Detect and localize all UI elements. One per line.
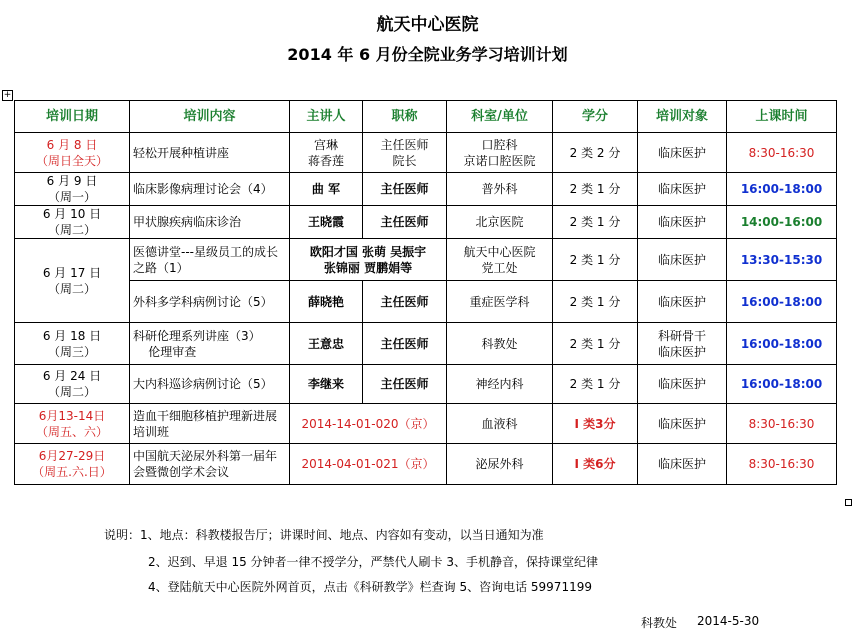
dept-cell: 神经内科 <box>447 365 553 404</box>
target-cell: 临床医护 <box>638 404 727 444</box>
table-header-row <box>15 101 837 133</box>
header-dept: 科室/单位 <box>447 101 553 133</box>
credit-cell: 2 类 1 分 <box>553 206 638 239</box>
table-row <box>15 239 837 281</box>
title-cell: 主任医师 <box>363 173 447 206</box>
content-cell: 临床影像病理讨论会（4） <box>130 173 290 206</box>
target-cell: 临床医护 <box>638 206 727 239</box>
date-cell: 6 月 10 日 （周二） <box>15 206 130 239</box>
date-cell: 6 月 24 日 （周二） <box>15 365 130 404</box>
date-cell: 6月27-29日 （周五.六.日） <box>15 444 130 485</box>
time-cell: 13:30-15:30 <box>727 239 837 281</box>
note-line-1: 说明：1、地点：科教楼报告厅；讲课时间、地点、内容如有变动，以当日通知为准 <box>104 528 544 542</box>
dept-cell: 航天中心医院 党工处 <box>447 239 553 281</box>
credit-cell: 2 类 1 分 <box>553 173 638 206</box>
table-row <box>15 173 837 206</box>
credit-cell: 2 类 1 分 <box>553 281 638 323</box>
table-row <box>15 323 837 365</box>
table-row <box>15 281 837 323</box>
speaker-cell: 王晓霞 <box>290 206 363 239</box>
credit-cell: I 类3分 <box>553 404 638 444</box>
content-cell: 大内科巡诊病例讨论（5） <box>130 365 290 404</box>
target-cell: 临床医护 <box>638 239 727 281</box>
table-move-handle-icon[interactable]: + <box>3 90 12 100</box>
speaker-cell: 薛晓艳 <box>290 281 363 323</box>
dept-cell: 血液科 <box>447 404 553 444</box>
code-cell: 2014-14-01-020（京） <box>290 404 447 444</box>
credit-cell: 2 类 1 分 <box>553 239 638 281</box>
header-time: 上课时间 <box>727 101 837 133</box>
time-cell: 16:00-18:00 <box>727 365 837 404</box>
target-cell: 临床医护 <box>638 444 727 485</box>
title-cell: 主任医师 <box>363 323 447 365</box>
credit-cell: 2 类 2 分 <box>553 133 638 173</box>
content-cell: 中国航天泌尿外科第一届年会暨微创学术会议 <box>130 444 290 485</box>
table-row <box>15 404 837 444</box>
note-line-3: 4、登陆航天中心医院外网首页，点击《科研教学》栏查询 5、咨询电话 59971199 <box>148 580 592 594</box>
header-content: 培训内容 <box>130 101 290 133</box>
time-cell: 14:00-16:00 <box>727 206 837 239</box>
dept-cell: 泌尿外科 <box>447 444 553 485</box>
date-cell: 6 月 17 日 （周二） <box>15 239 130 323</box>
target-cell: 科研骨干 临床医护 <box>638 323 727 365</box>
table-row <box>15 206 837 239</box>
time-cell: 16:00-18:00 <box>727 323 837 365</box>
issuer-dept: 科教处 <box>641 616 678 630</box>
date-cell: 6月13-14日 （周五、六） <box>15 404 130 444</box>
time-cell: 8:30-16:30 <box>727 404 837 444</box>
title-cell: 主任医师 院长 <box>363 133 447 173</box>
speaker-cell: 李继来 <box>290 365 363 404</box>
date-cell: 6 月 8 日 （周日全天） <box>15 133 130 173</box>
header-target: 培训对象 <box>638 101 727 133</box>
speaker-cell: 宫琳 蒋香莲 <box>290 133 363 173</box>
issue-date: 2014-5-30 <box>697 614 760 628</box>
date-cell: 6 月 9 日 （周一） <box>15 173 130 206</box>
time-cell: 8:30-16:30 <box>727 133 837 173</box>
table-row <box>15 133 837 173</box>
target-cell: 临床医护 <box>638 365 727 404</box>
table-resize-handle-icon[interactable] <box>845 499 852 506</box>
time-cell: 16:00-18:00 <box>727 173 837 206</box>
dept-cell: 重症医学科 <box>447 281 553 323</box>
dept-cell: 普外科 <box>447 173 553 206</box>
dept-cell: 口腔科 京诺口腔医院 <box>447 133 553 173</box>
code-cell: 2014-04-01-021（京） <box>290 444 447 485</box>
dept-cell: 科教处 <box>447 323 553 365</box>
target-cell: 临床医护 <box>638 281 727 323</box>
header-date: 培训日期 <box>15 101 130 133</box>
content-cell: 科研伦理系列讲座（3） 伦理审查 <box>130 323 290 365</box>
credit-cell: 2 类 1 分 <box>553 323 638 365</box>
header-title: 职称 <box>363 101 447 133</box>
content-cell: 轻松开展种植讲座 <box>130 133 290 173</box>
time-cell: 16:00-18:00 <box>727 281 837 323</box>
note-line-2: 2、迟到、早退 15 分钟者一律不授学分，严禁代人刷卡 3、手机静音，保持课堂纪律 <box>148 555 598 569</box>
content-cell: 甲状腺疾病临床诊治 <box>130 206 290 239</box>
speaker-cell: 王意忠 <box>290 323 363 365</box>
dept-cell: 北京医院 <box>447 206 553 239</box>
target-cell: 临床医护 <box>638 133 727 173</box>
credit-cell: 2 类 1 分 <box>553 365 638 404</box>
speaker-cell: 欧阳才国 张萌 吴振宇 张锦丽 贾鹏娟等 <box>290 239 447 281</box>
document-title: 航天中心医院 <box>376 15 479 35</box>
title-cell: 主任医师 <box>363 281 447 323</box>
table-row <box>15 365 837 404</box>
table-row <box>15 444 837 485</box>
title-cell: 主任医师 <box>363 206 447 239</box>
document-subtitle: 2014 年 6 月份全院业务学习培训计划 <box>287 45 568 64</box>
title-cell: 主任医师 <box>363 365 447 404</box>
target-cell: 临床医护 <box>638 173 727 206</box>
training-schedule-table <box>14 100 837 485</box>
content-cell: 医德讲堂---星级员工的成长之路（1） <box>130 239 290 281</box>
date-cell: 6 月 18 日 （周三） <box>15 323 130 365</box>
header-speaker: 主讲人 <box>290 101 363 133</box>
header-credit: 学分 <box>553 101 638 133</box>
content-cell: 外科多学科病例讨论（5） <box>130 281 290 323</box>
content-cell: 造血干细胞移植护理新进展培训班 <box>130 404 290 444</box>
credit-cell: I 类6分 <box>553 444 638 485</box>
time-cell: 8:30-16:30 <box>727 444 837 485</box>
speaker-cell: 曲 军 <box>290 173 363 206</box>
